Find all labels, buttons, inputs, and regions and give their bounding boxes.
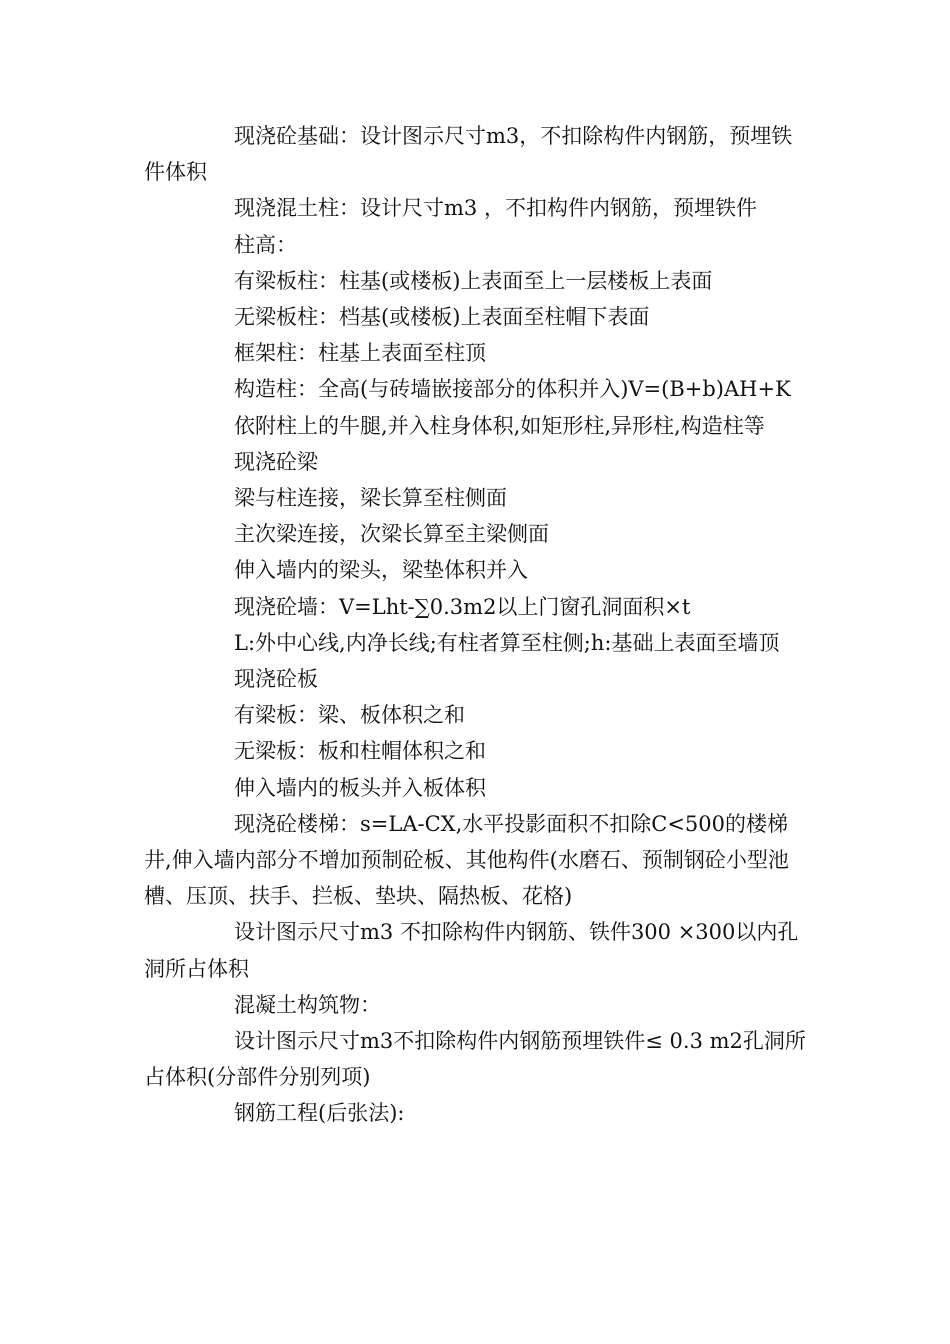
paragraph-structure-volume: 设计图示尺寸m3不扣除构件内钢筋预埋铁件≤ 0.3 m2孔洞所占体积(分部件分别列项)	[144, 1029, 806, 1090]
paragraph-cast-wall: 现浇砼墙：V=Lht-∑0.3m2以上门窗孔洞面积×t	[234, 594, 691, 619]
document-body	[144, 118, 810, 1132]
paragraph-cast-stair: 现浇砼楼梯：s=LA-CX,水平投影面积不扣除C<500的楼梯井,伸入墙内部分不增加预制砼板、其他构件(水磨石、预制钢砼小型池槽、压顶、扶手、拦板、垫块、隔热板、花格)	[144, 811, 789, 909]
paragraph-frame-column: 框架柱：柱基上表面至柱顶	[234, 341, 486, 366]
paragraph-beam-column-connection: 梁与柱连接，梁长算至柱侧面	[234, 486, 507, 511]
paragraph-beam-end: 伸入墙内的梁头，梁垫体积并入	[234, 558, 528, 583]
paragraph-cast-slab: 现浇砼板	[234, 667, 318, 692]
paragraph-structural-column: 构造柱：全高(与砖墙嵌接部分的体积并入)V=(B+b)AH+K	[234, 377, 791, 402]
paragraph-concrete-structure: 混凝土构筑物：	[234, 992, 381, 1017]
paragraph-column-height: 柱高：	[234, 232, 297, 257]
paragraph-slab-end: 伸入墙内的板头并入板体积	[234, 775, 486, 800]
paragraph-beamless-slab-column: 无梁板柱：档基(或楼板)上表面至柱帽下表面	[234, 305, 650, 330]
paragraph-corbel: 依附柱上的牛腿,并入柱身体积,如矩形柱,异形柱,构造柱等	[234, 413, 765, 438]
paragraph-beam-slab: 有梁板：梁、板体积之和	[234, 703, 465, 728]
paragraph-rebar-engineering: 钢筋工程(后张法):	[234, 1101, 405, 1126]
paragraph-beam-slab-column: 有梁板柱：柱基(或楼板)上表面至上一层楼板上表面	[234, 268, 713, 293]
paragraph-wall-length: L:外中心线,内净长线;有柱者算至柱侧;h:基础上表面至墙顶	[234, 630, 780, 655]
paragraph-cast-column: 现浇混土柱：设计尺寸m3 ，不扣构件内钢筋，预埋铁件	[234, 196, 757, 221]
paragraph-main-secondary-beam: 主次梁连接，次梁长算至主梁侧面	[234, 522, 549, 547]
paragraph-beamless-slab: 无梁板：板和柱帽体积之和	[234, 739, 486, 764]
paragraph-cast-beam: 现浇砼梁	[234, 449, 318, 474]
paragraph-cast-foundation: 现浇砼基础：设计图示尺寸m3，不扣除构件内钢筋，预埋铁件体积	[144, 124, 793, 185]
paragraph-design-size: 设计图示尺寸m3 不扣除构件内钢筋、铁件300 ×300以内孔洞所占体积	[144, 920, 799, 981]
